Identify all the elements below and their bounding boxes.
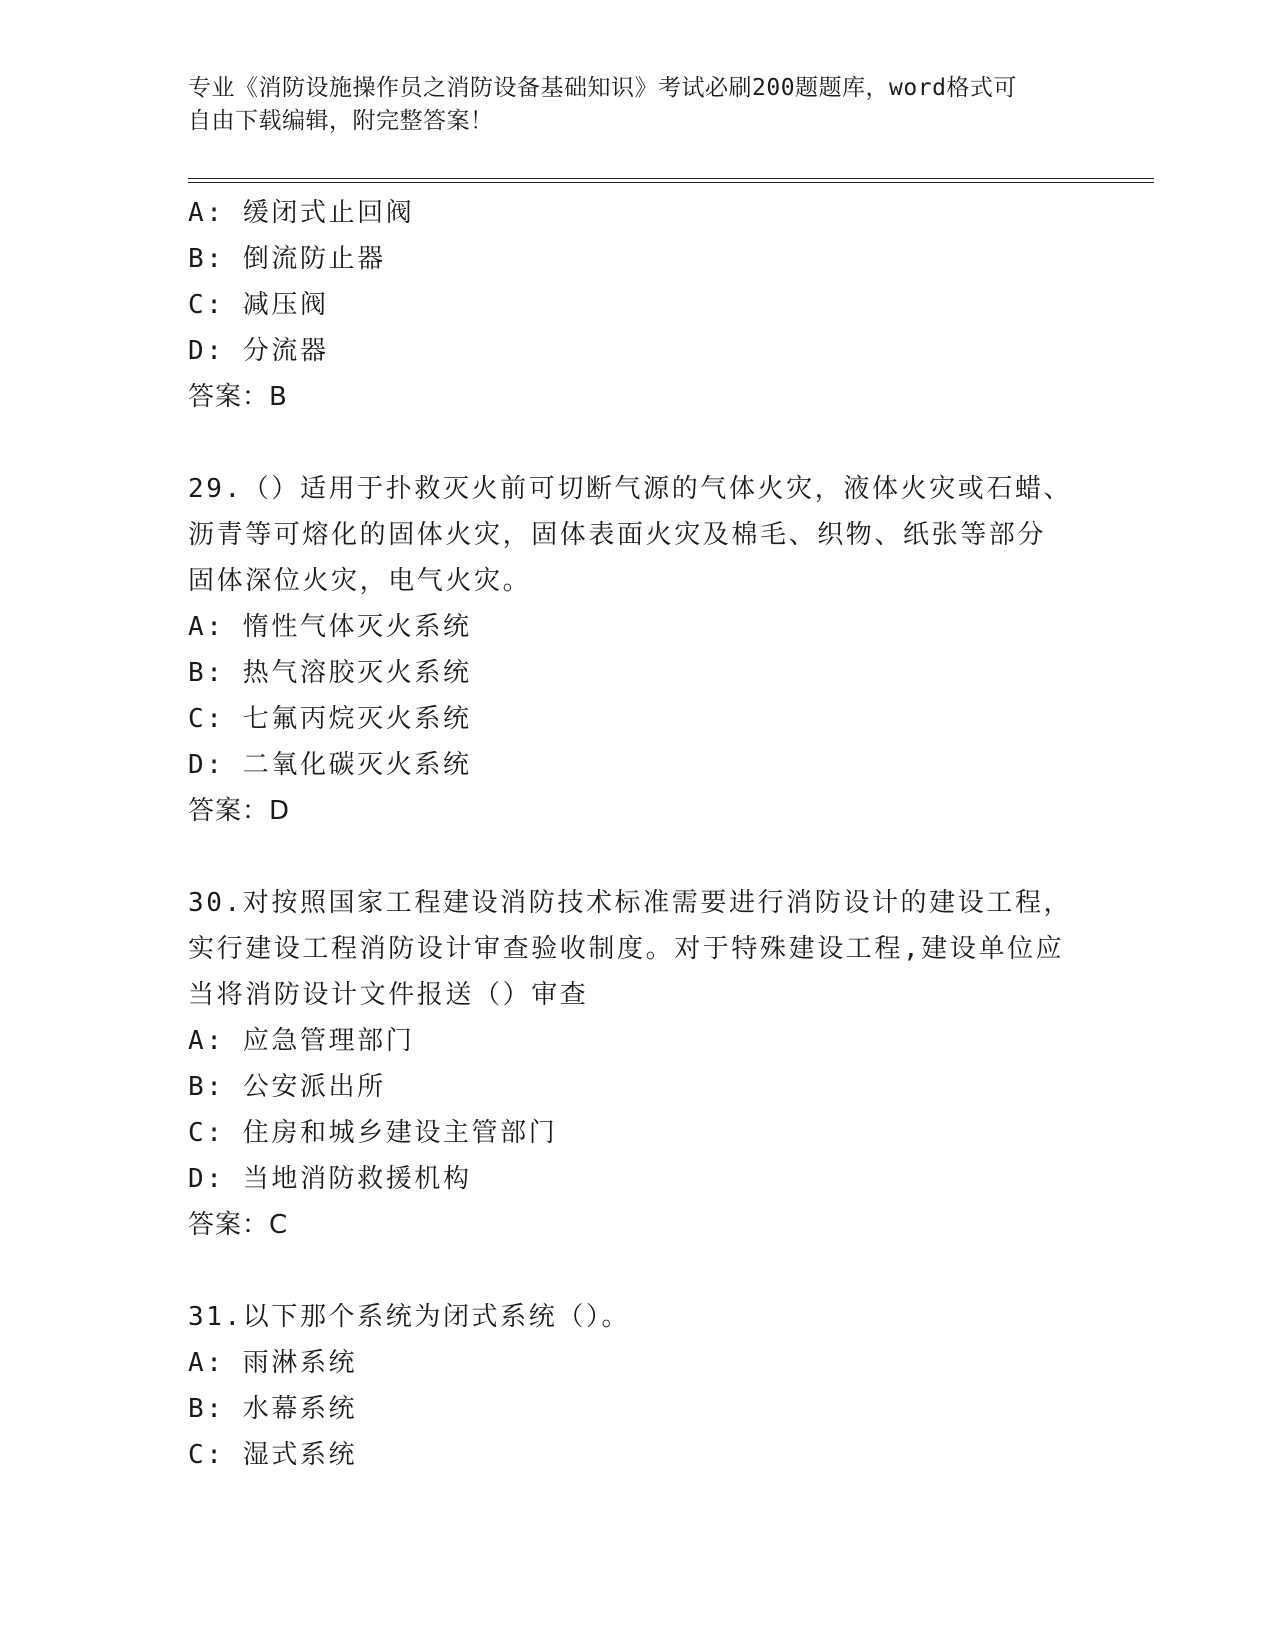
header-title-line-1: 专业《消防设施操作员之消防设备基础知识》考试必刷200题题库，word格式可 [188,75,1017,101]
option-c: C: 住房和城乡建设主管部门 [188,1118,558,1148]
option-a: A: 缓闭式止回阀 [188,198,415,228]
option-b: B: 公安派出所 [188,1072,386,1102]
option-d: D: 当地消防救援机构 [188,1164,472,1194]
header-title-line-2: 自由下载编辑，附完整答案！ [188,108,494,134]
option-a: A: 雨淋系统 [188,1348,358,1378]
spacer [188,834,1088,880]
document-header [188,72,1068,138]
answer-line: 答案：D [188,796,291,826]
question-stem-line: 沥青等可熔化的固体火灾，固体表面火灾及棉毛、织物、纸张等部分 [188,520,1047,550]
question-stem-line: 当将消防设计文件报送（）审查 [188,980,589,1010]
option-a: A: 惰性气体灭火系统 [188,612,472,642]
answer-line: 答案：C [188,1210,289,1240]
question-block-29 [188,466,1088,834]
option-b: B: 倒流防止器 [188,244,386,274]
option-d: D: 分流器 [188,336,329,366]
option-c: C: 减压阀 [188,290,329,320]
question-stem-line: 固体深位火灾，电气火灾。 [188,566,532,596]
option-c: C: 七氟丙烷灭火系统 [188,704,472,734]
question-block-31 [188,1294,1088,1478]
option-a: A: 应急管理部门 [188,1026,415,1056]
option-c: C: 湿式系统 [188,1440,358,1470]
question-stem-line: 实行建设工程消防设计审查验收制度。对于特殊建设工程,建设单位应 [188,934,1065,964]
answer-line: 答案：B [188,382,288,412]
question-stem-line: 29.（）适用于扑救灭火前可切断气源的气体火灾，液体火灾或石蜡、 [188,474,1073,504]
question-stem-line: 31.以下那个系统为闭式系统（）。 [188,1302,631,1332]
spacer [188,1248,1088,1294]
question-block-30 [188,880,1088,1248]
option-b: B: 热气溶胶灭火系统 [188,658,472,688]
question-list [188,190,1088,1478]
option-d: D: 二氧化碳灭火系统 [188,750,472,780]
spacer [188,420,1088,466]
header-divider [188,178,1154,183]
option-b: B: 水幕系统 [188,1394,358,1424]
question-stem-line: 30.对按照国家工程建设消防技术标准需要进行消防设计的建设工程， [188,888,1073,918]
question-block-28 [188,190,1088,420]
